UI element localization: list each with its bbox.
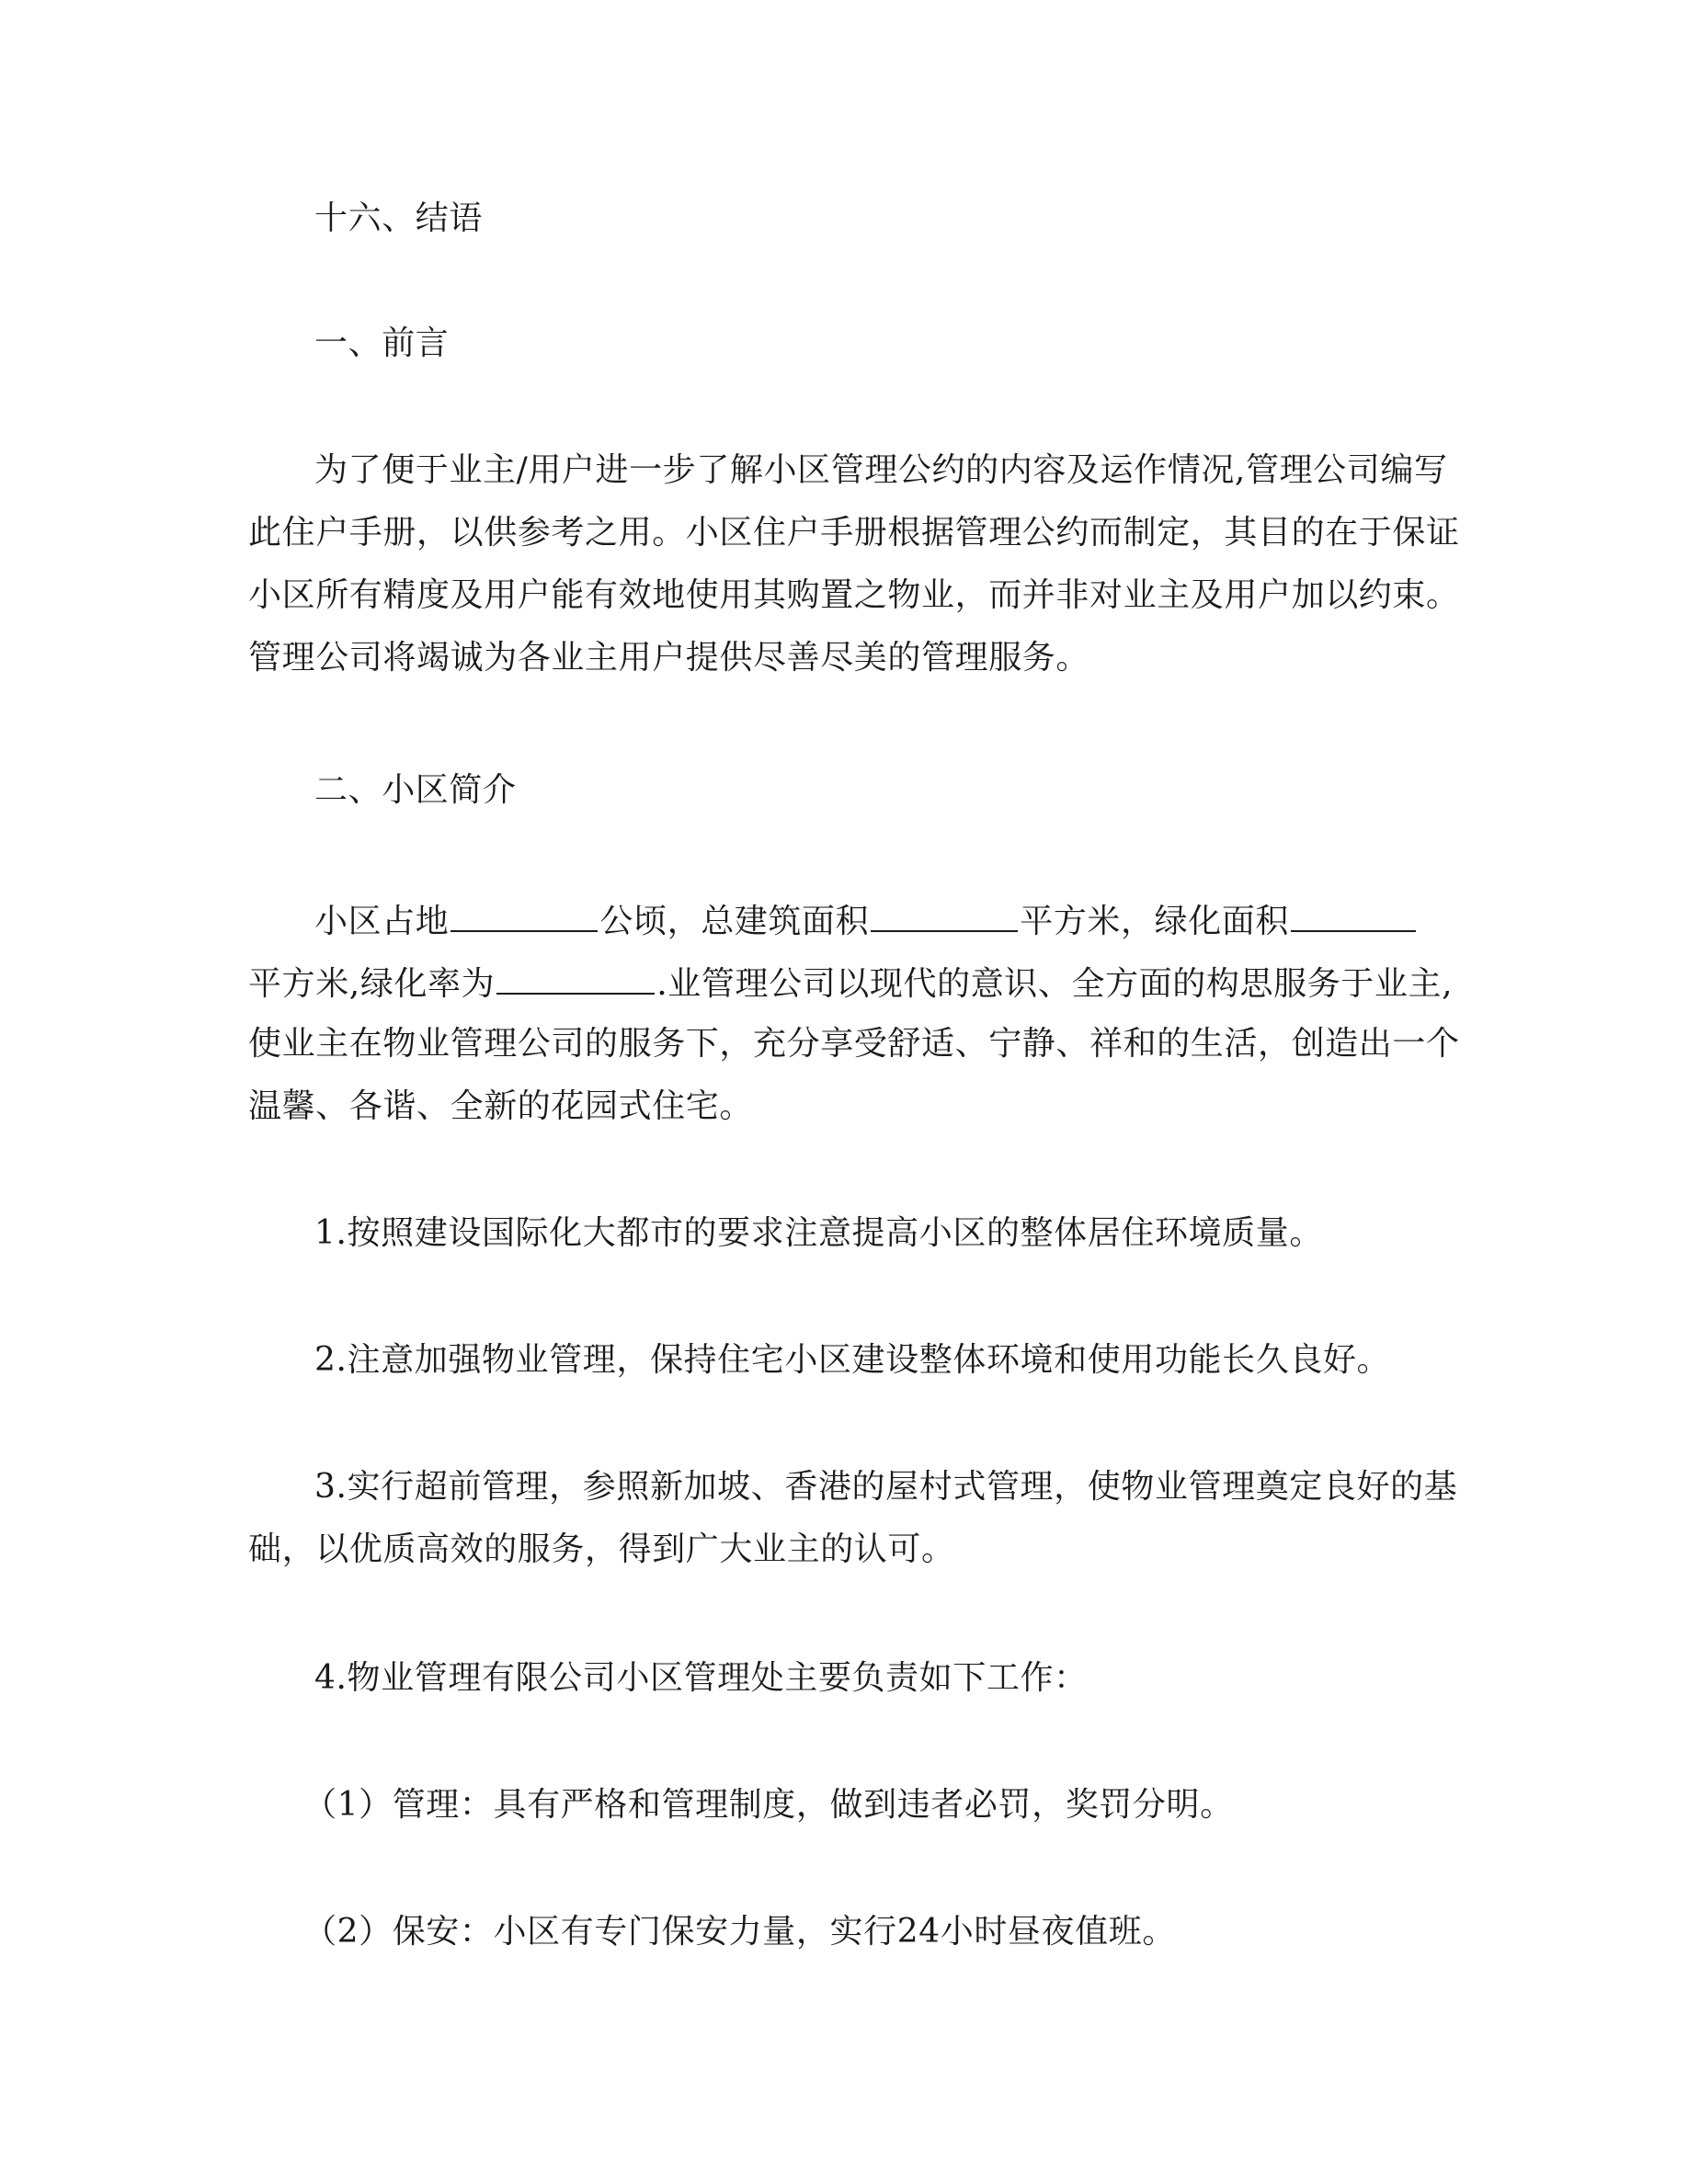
- preface-line-1: 为了便于业主/用户进一步了解小区管理公约的内容及运作情况,管理公司编写: [314, 451, 1448, 489]
- list-item-2: 2.注意加强物业管理，保持住宅小区建设整体环境和使用功能长久良好。: [314, 1341, 1391, 1379]
- preface-line-4: 管理公司将竭诚为各业主用户提供尽善尽美的管理服务。: [248, 639, 1090, 677]
- blank-green-rate: [496, 960, 655, 995]
- blank-building-area: [871, 897, 1018, 932]
- intro-line-4: 温馨、各谐、全新的花园式住宅。: [248, 1087, 754, 1125]
- intro-line-3: 使业主在物业管理公司的服务下，充分享受舒适、宁静、祥和的生活，创造出一个: [248, 1025, 1460, 1063]
- list-item-3-line-1: 3.实行超前管理，参照新加坡、香港的屋村式管理，使物业管理奠定良好的基: [314, 1468, 1458, 1506]
- intro-text-green-rate: 平方米,绿化率为: [248, 965, 496, 1003]
- heading-community-intro: 二、小区简介: [314, 771, 517, 809]
- preface-line-3: 小区所有精度及用户能有效地使用其购置之物业，而并非对业主及用户加以约束。: [248, 576, 1460, 614]
- list-item-1: 1.按照建设国际化大都市的要求注意提高小区的整体居住环境质量。: [314, 1214, 1323, 1252]
- list-item-4: 4.物业管理有限公司小区管理处主要负责如下工作：: [314, 1659, 1088, 1697]
- intro-text-green: 平方米，绿化面积: [1020, 903, 1290, 940]
- intro-line-2: [248, 960, 1453, 1007]
- intro-text-area: 小区占地: [314, 903, 450, 940]
- intro-text-building: 公顷，总建筑面积: [599, 903, 870, 940]
- blank-site-area: [451, 897, 598, 932]
- heading-conclusion: 十六、结语: [314, 199, 484, 237]
- heading-preface: 一、前言: [314, 324, 450, 362]
- sub-item-1: （1）管理：具有严格和管理制度，做到违者必罚，奖罚分明。: [303, 1786, 1234, 1824]
- blank-green-area: [1291, 897, 1416, 932]
- sub-item-2: （2）保安：小区有专门保安力量，实行24小时昼夜值班。: [303, 1913, 1176, 1951]
- list-item-3-line-2: 础，以优质高效的服务，得到广大业主的认可。: [248, 1530, 955, 1568]
- preface-line-2: 此住户手册，以供参考之用。小区住户手册根据管理公约而制定，其目的在于保证: [248, 514, 1460, 552]
- intro-line-1: [314, 897, 1418, 944]
- intro-text-company: .业管理公司以现代的意识、全方面的构思服务于业主,: [656, 965, 1454, 1003]
